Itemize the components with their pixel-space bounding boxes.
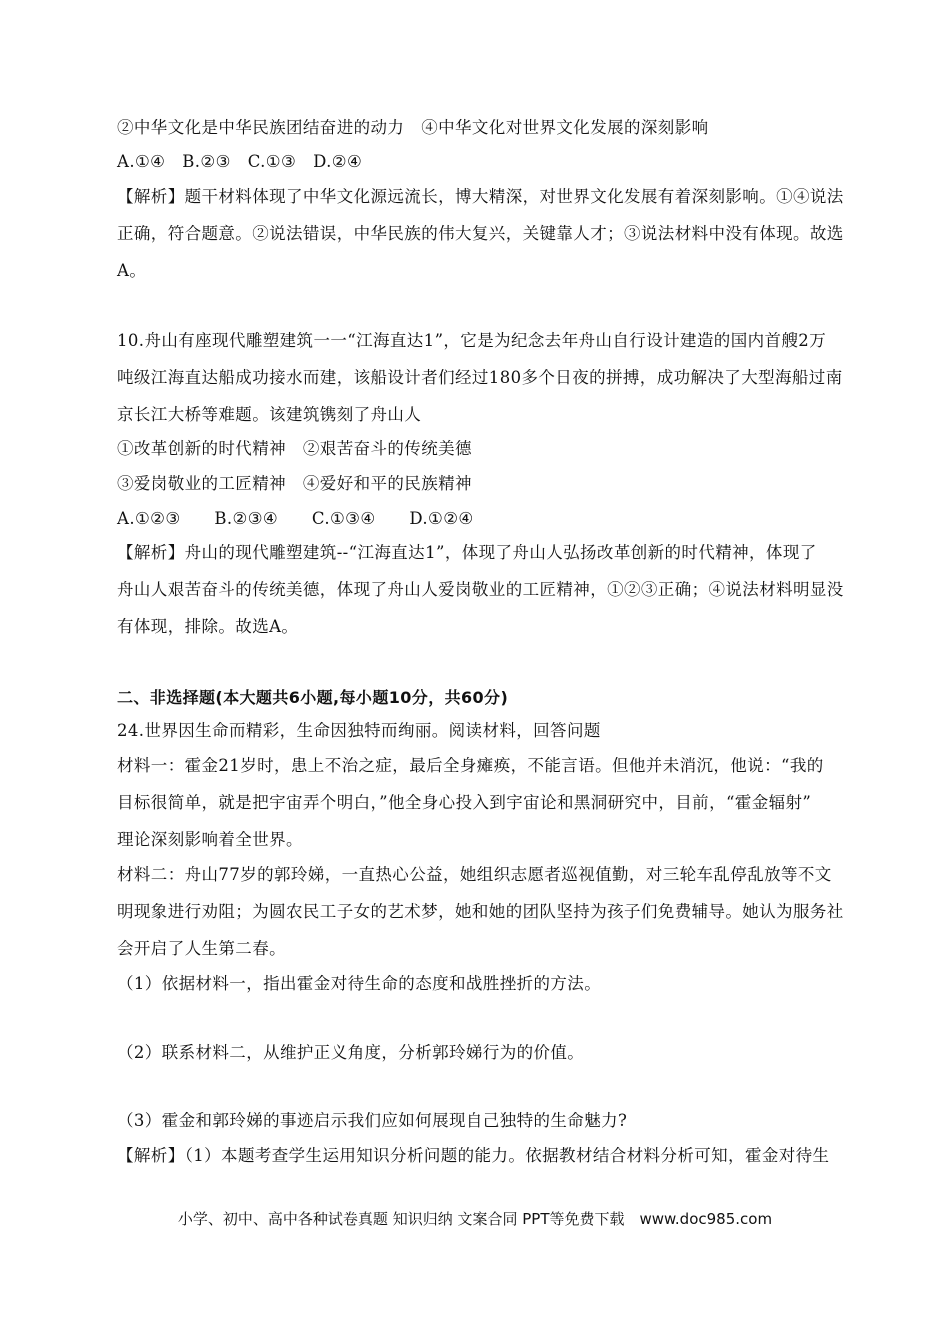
analysis-line: 有体现，排除。故选A。 <box>117 617 299 636</box>
page-footer: 小学、初中、高中各种试卷真题 知识归纳 文案合同 PPT等免费下载 www.doc985.com <box>177 1210 773 1228</box>
material-line: 会开启了人生第二春。 <box>117 939 286 958</box>
question-line: 吨级江海直达船成功接水而建，该船设计者们经过180多个日夜的拼搏，成功解决了大型海船过南 <box>117 368 843 387</box>
analysis-line: 【解析】题干材料体现了中华文化源远流长，博大精深，对世界文化发展有着深刻影响。①④说法 <box>117 187 844 206</box>
section-heading: 二、非选择题(本大题共6小题,每小题10分，共60分) <box>117 688 509 707</box>
option-line: ①改革创新的时代精神 ②艰苦奋斗的传统美德 <box>117 439 472 458</box>
sub-question-2: （2）联系材料二，从维护正义角度，分析郭玲娣行为的价值。 <box>117 1043 585 1062</box>
question-24: 24.世界因生命而精彩，生命因独特而绚丽。阅读材料，回答问题 <box>117 721 601 740</box>
sub-question-1: （1）依据材料一，指出霍金对待生命的态度和战胜挫折的方法。 <box>117 974 602 993</box>
answer-options: A.①②③ B.②③④ C.①③④ D.①②④ <box>117 509 474 528</box>
analysis-line: 正确，符合题意。②说法错误，中华民族的伟大复兴，关键靠人才；③说法材料中没有体现。故选 <box>117 224 844 243</box>
option-line: ②中华文化是中华民族团结奋进的动力 ④中华文化对世界文化发展的深刻影响 <box>117 118 709 137</box>
option-line: ③爱岗敬业的工匠精神 ④爱好和平的民族精神 <box>117 474 472 493</box>
sub-question-3: （3）霍金和郭玲娣的事迹启示我们应如何展现自己独特的生命魅力? <box>117 1111 628 1130</box>
question-line: 京长江大桥等难题。该建筑镌刻了舟山人 <box>117 405 422 424</box>
material-line: 理论深刻影响着全世界。 <box>117 830 303 849</box>
analysis-line: 【解析】（1）本题考查学生运用知识分析问题的能力。依据教材结合材料分析可知，霍金对待生 <box>117 1146 830 1165</box>
material-line: 目标很简单，就是把宇宙弄个明白，”他全身心投入到宇宙论和黑洞研究中，目前，“霍金辐射” <box>117 793 812 812</box>
analysis-line: A。 <box>117 261 147 280</box>
material-line: 明现象进行劝阻；为圆农民工子女的艺术梦，她和她的团队坚持为孩子们免费辅导。她认为服务社 <box>117 902 844 921</box>
analysis-line: 【解析】舟山的现代雕塑建筑--“江海直达1”，体现了舟山人弘扬改革创新的时代精神，体现了 <box>117 543 817 562</box>
question-10: 10.舟山有座现代雕塑建筑一一“江海直达1”，它是为纪念去年舟山自行设计建造的国内首艘2万 <box>117 331 827 350</box>
material-line: 材料二：舟山77岁的郭玲娣，一直热心公益，她组织志愿者巡视值勤，对三轮车乱停乱放等不文 <box>117 865 832 884</box>
answer-options: A.①④ B.②③ C.①③ D.②④ <box>117 152 363 171</box>
analysis-line: 舟山人艰苦奋斗的传统美德，体现了舟山人爱岗敬业的工匠精神，①②③正确；④说法材料明显没 <box>117 580 844 599</box>
material-line: 材料一：霍金21岁时，患上不治之症，最后全身瘫痪，不能言语。但他并未消沉，他说：“我的 <box>117 756 824 775</box>
